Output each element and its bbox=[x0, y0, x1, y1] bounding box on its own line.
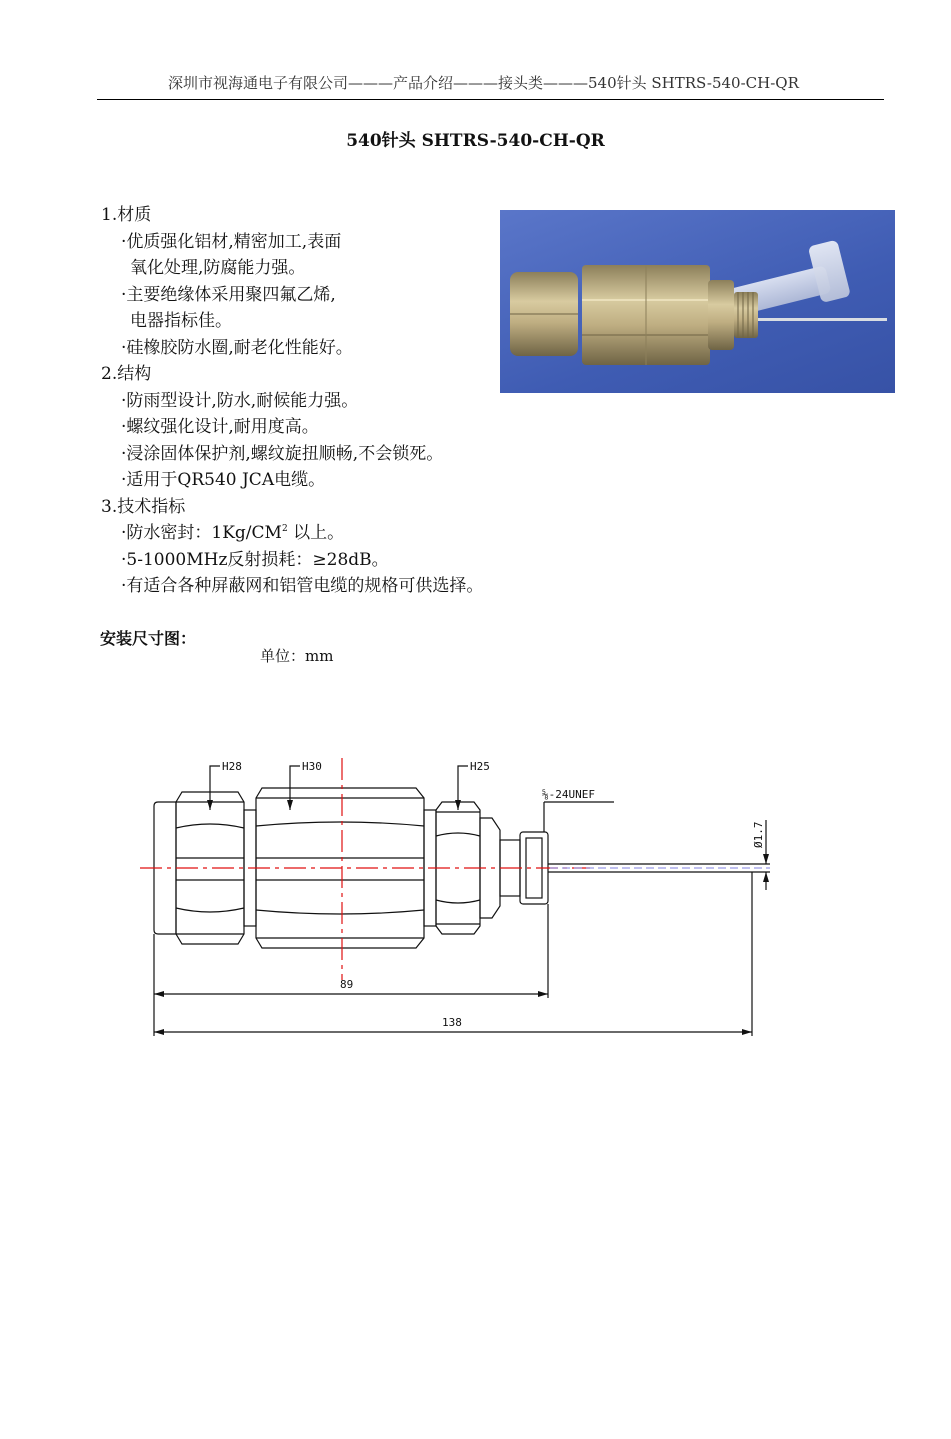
technical-drawing bbox=[130, 740, 790, 1040]
spec-item: 电器指标佳。 bbox=[130, 311, 232, 331]
thread-label: ⅝-24UNEF bbox=[542, 788, 595, 801]
dim-total-label: 138 bbox=[442, 1016, 462, 1029]
spec-content bbox=[101, 202, 521, 600]
unit-label: 单位：mm bbox=[260, 647, 334, 665]
spec-text: ·防水密封：1Kg/CM bbox=[121, 523, 282, 543]
section-heading: 1.材质 bbox=[101, 205, 152, 225]
spec-item: 氧化处理,防腐能力强。 bbox=[130, 258, 306, 278]
spec-item: ·适用于QR540 JCA电缆。 bbox=[121, 470, 326, 490]
section-heading: 2.结构 bbox=[101, 364, 152, 384]
install-dimension-label: 安装尺寸图： bbox=[100, 629, 197, 648]
hex3-label: H25 bbox=[470, 760, 490, 773]
spec-item: ·螺纹强化设计,耐用度高。 bbox=[121, 417, 319, 437]
connector-photo-illustration bbox=[500, 210, 895, 393]
spec-item: ·有适合各种屏蔽网和铝管电缆的规格可供选择。 bbox=[121, 576, 484, 596]
dimension-drawing bbox=[130, 740, 790, 1044]
spec-item: ·5-1000MHz反射损耗：≥28dB。 bbox=[121, 549, 389, 570]
pin-diameter-label: Ø1.7 bbox=[752, 821, 765, 848]
header-rule bbox=[97, 99, 884, 100]
section-heading: 3.技术指标 bbox=[101, 496, 186, 517]
page-title: 540针头 SHTRS-540-CH-QR bbox=[346, 131, 605, 151]
page-header: 深圳市视海通电子有限公司———产品介绍———接头类———540针头 SHTRS-540-CH-QR bbox=[168, 74, 799, 92]
spec-text: 以上。 bbox=[287, 523, 345, 543]
spec-item: ·主要绝缘体采用聚四氟乙烯, bbox=[121, 284, 336, 305]
spec-item: ·优质强化铝材,精密加工,表面 bbox=[121, 231, 342, 252]
spec-item: ·浸涂固体保护剂,螺纹旋扭顺畅,不会锁死。 bbox=[121, 443, 444, 464]
hex1-label: H28 bbox=[222, 760, 242, 773]
superscript: 2 bbox=[281, 524, 288, 534]
spec-item bbox=[101, 520, 521, 547]
dim-body-label: 89 bbox=[340, 978, 354, 991]
product-photo bbox=[500, 210, 895, 393]
spec-item: ·硅橡胶防水圈,耐老化性能好。 bbox=[121, 337, 353, 358]
hex2-label: H30 bbox=[302, 760, 322, 773]
spec-item: ·防雨型设计,防水,耐候能力强。 bbox=[121, 390, 359, 411]
